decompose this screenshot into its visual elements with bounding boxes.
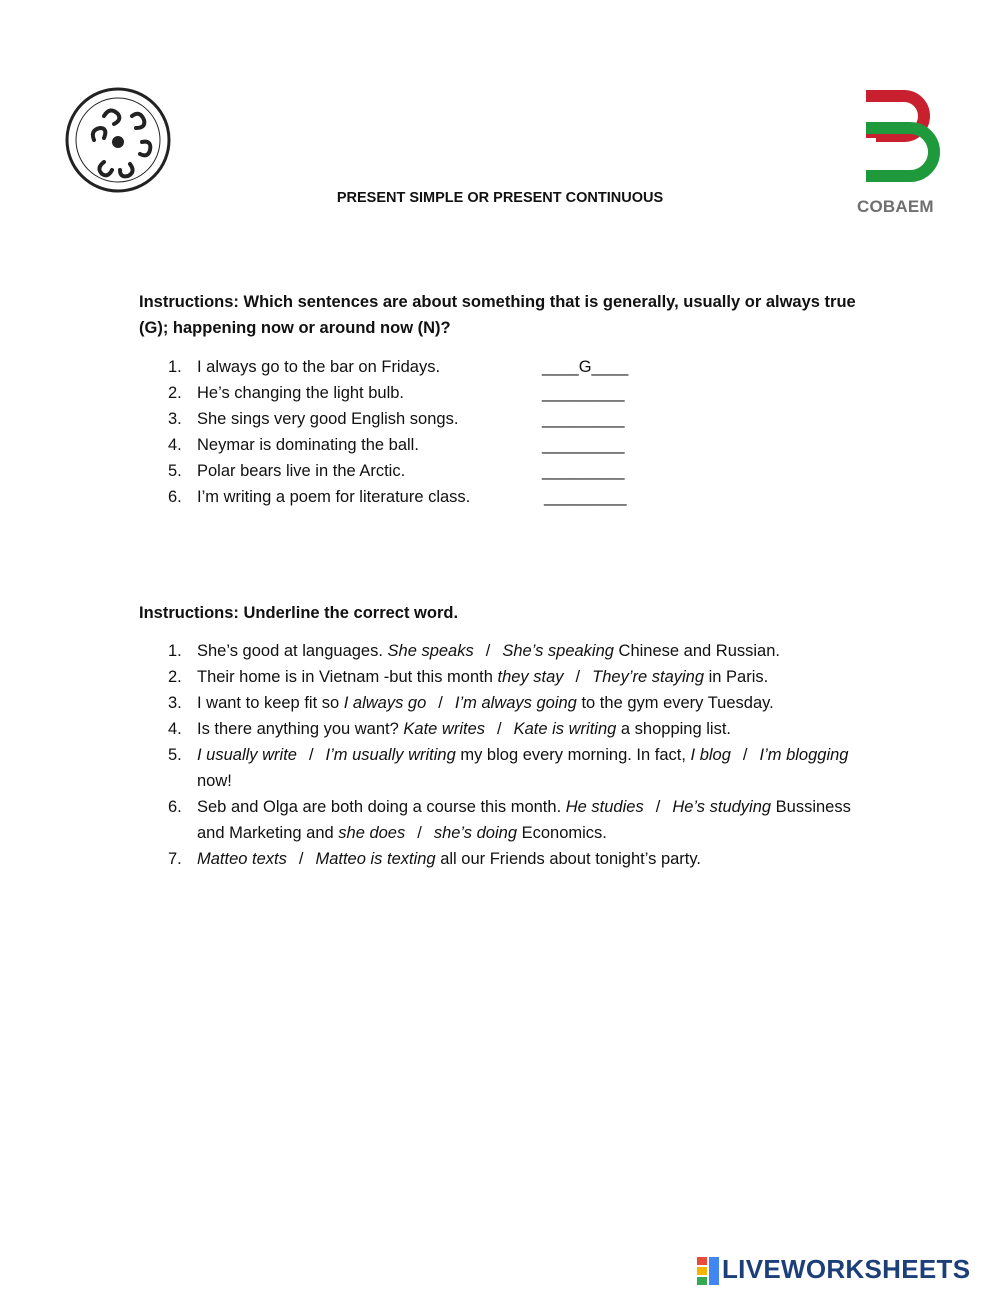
section1-instructions: Instructions: Which sentences are about something that is generally, usually or always true (G); happening now or around now (N)?	[139, 293, 856, 337]
option-b[interactable]: I’m usually writing	[325, 746, 456, 764]
item-number: 4.	[168, 436, 182, 454]
option-b[interactable]: They’re staying	[592, 668, 705, 686]
sentence-text: Economics.	[517, 824, 607, 842]
sentence-text: in Paris.	[704, 668, 769, 686]
answer-blank[interactable]: _________	[542, 462, 625, 480]
option-a[interactable]: She speaks	[387, 642, 474, 660]
liveworksheets-icon	[697, 1257, 719, 1285]
sentence-text: Chinese and Russian.	[613, 642, 780, 660]
sentence-text: all our Friends about tonight’s party.	[435, 850, 701, 868]
option-b[interactable]: I’m always going	[454, 694, 577, 712]
item-number: 2.	[168, 384, 182, 402]
sentence-text: now!	[197, 772, 232, 790]
item-number: 1.	[168, 642, 182, 660]
option-a[interactable]: they stay	[497, 668, 564, 686]
answer-blank[interactable]: _________	[542, 410, 625, 428]
sentence-text: to the gym every Tuesday.	[576, 694, 774, 712]
option-a[interactable]: He studies	[565, 798, 644, 816]
option-c[interactable]: I blog	[690, 746, 731, 764]
option-separator: /	[417, 824, 422, 842]
item-number: 3.	[168, 694, 182, 712]
sentence-text: Bussiness and Marketing and	[197, 798, 851, 842]
item-sentence: I always go to the bar on Fridays.	[197, 358, 441, 376]
facultad-de-lenguas-logo	[64, 86, 172, 194]
cobaem-logo	[858, 88, 942, 192]
item-number: 1.	[168, 358, 182, 376]
option-separator: /	[742, 746, 748, 764]
page-title: PRESENT SIMPLE OR PRESENT CONTINUOUS	[336, 190, 664, 206]
option-d[interactable]: she’s doing	[433, 824, 518, 842]
item-number: 5.	[168, 462, 182, 480]
sentence-text: my blog every morning. In fact,	[455, 746, 691, 764]
option-c[interactable]: she does	[338, 824, 406, 842]
answer-blank[interactable]: _________	[542, 436, 625, 454]
item-sentence: He’s changing the light bulb.	[197, 384, 405, 402]
sentence-text: a shopping list.	[616, 720, 731, 738]
item-sentence: Neymar is dominating the ball.	[197, 436, 419, 454]
option-b[interactable]: Matteo is texting	[315, 850, 436, 868]
item-number: 2.	[168, 668, 182, 686]
option-b[interactable]: She’s speaking	[502, 642, 614, 660]
item-sentence: I’m writing a poem for literature class.	[197, 488, 471, 506]
item-number: 6.	[168, 798, 182, 816]
cobaem-logo-text: COBAEM	[857, 197, 934, 216]
sentence-text: Their home is in Vietnam -but this month	[197, 668, 498, 686]
option-a[interactable]: Matteo texts	[197, 850, 287, 868]
option-separator: /	[308, 746, 314, 764]
option-separator: /	[655, 798, 661, 816]
sentence-text: I want to keep fit so	[197, 694, 344, 712]
option-separator: /	[485, 642, 491, 660]
option-b[interactable]: He’s studying	[672, 798, 772, 816]
answer-blank[interactable]: ____G____	[542, 358, 629, 376]
answer-blank[interactable]: _________	[542, 384, 625, 402]
option-b[interactable]: Kate is writing	[513, 720, 617, 738]
item-sentence: She sings very good English songs.	[197, 410, 459, 428]
section2-instructions: Instructions: Underline the correct word.	[139, 604, 459, 622]
answer-blank[interactable]: _________	[544, 488, 627, 506]
item-number: 4.	[168, 720, 182, 738]
sentence-text: Is there anything you want?	[197, 720, 404, 738]
sentence-text: Seb and Olga are both doing a course this month.	[197, 798, 566, 816]
item-number: 7.	[168, 850, 182, 868]
option-d[interactable]: I’m blogging	[759, 746, 849, 764]
item-number: 6.	[168, 488, 182, 506]
item-number: 3.	[168, 410, 182, 428]
liveworksheets-brand: LIVEWORKSHEETS	[722, 1254, 971, 1284]
option-separator: /	[298, 850, 304, 868]
option-a[interactable]: Kate writes	[403, 720, 486, 738]
option-a[interactable]: I usually write	[197, 746, 297, 764]
sentence-text: She’s good at languages.	[197, 642, 388, 660]
option-separator: /	[575, 668, 581, 686]
option-separator: /	[497, 720, 502, 738]
item-number: 5.	[168, 746, 182, 764]
option-a[interactable]: I always go	[343, 694, 427, 712]
item-sentence: Polar bears live in the Arctic.	[197, 462, 406, 480]
option-separator: /	[438, 694, 443, 712]
